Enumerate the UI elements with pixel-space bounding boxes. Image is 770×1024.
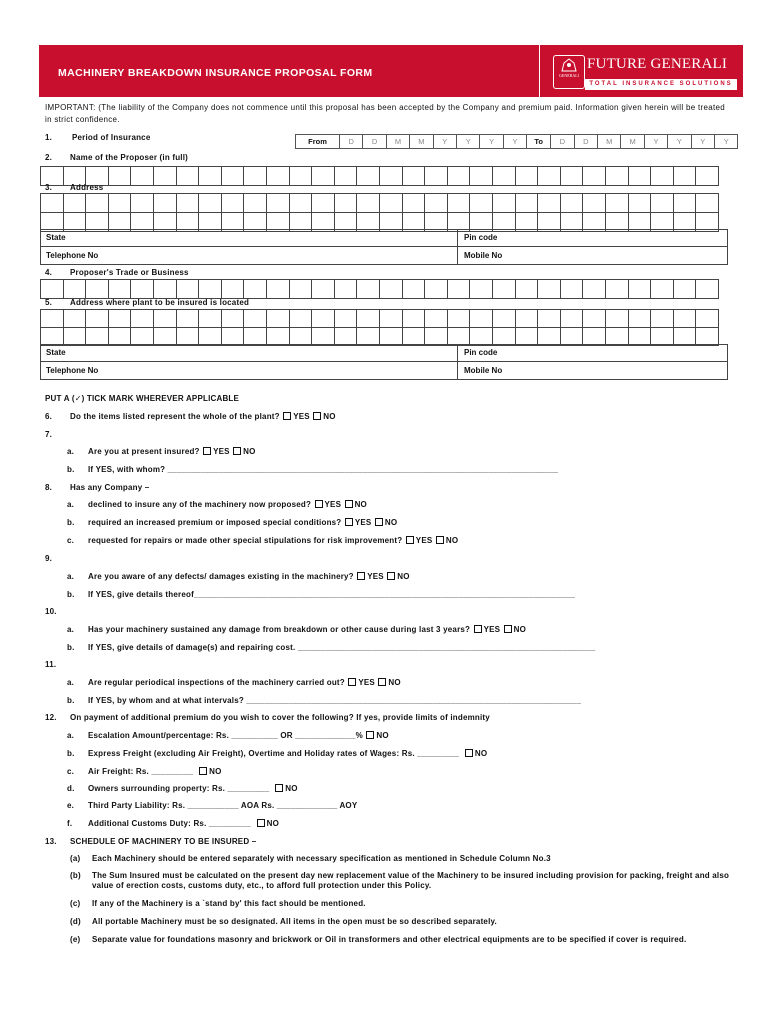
char-cell[interactable] [695, 166, 719, 186]
pin-code-label: Pin code [464, 233, 498, 242]
no-checkbox[interactable] [275, 784, 283, 792]
char-cell[interactable] [176, 279, 200, 299]
char-cell[interactable] [63, 279, 87, 299]
q7a-letter: a. [67, 447, 75, 456]
char-cell[interactable] [334, 166, 358, 186]
char-cell[interactable] [221, 193, 245, 213]
char-cell[interactable] [153, 309, 177, 328]
to-date-cell[interactable]: M [620, 134, 644, 149]
char-cell[interactable] [356, 166, 380, 186]
q13e-text: Separate value for foundations masonry and brickwork or Oil in transformers and other electrical equipments are to be specified if cover is required. [92, 935, 687, 944]
char-cell[interactable] [605, 193, 629, 213]
from-date-cell[interactable]: D [339, 134, 363, 149]
from-label: From [295, 134, 340, 149]
char-cell[interactable] [130, 279, 154, 299]
address-grid[interactable] [40, 193, 718, 231]
char-cell[interactable] [221, 279, 245, 299]
q5-label: Address where plant to be insured is located [70, 298, 250, 307]
q8b-letter: b. [67, 518, 75, 527]
q13-number: 13. [45, 837, 57, 846]
char-cell[interactable] [515, 309, 539, 328]
char-cell[interactable] [356, 193, 380, 213]
from-date-cell[interactable]: M [386, 134, 410, 149]
to-date-cell[interactable]: D [550, 134, 574, 149]
no-checkbox[interactable] [436, 536, 444, 544]
char-cell[interactable] [582, 279, 606, 299]
yes-checkbox[interactable] [283, 412, 291, 420]
no-checkbox[interactable] [345, 500, 353, 508]
q2-number: 2. [45, 153, 53, 162]
char-cell[interactable] [40, 309, 64, 328]
q6-number: 6. [45, 412, 53, 421]
char-cell[interactable] [628, 309, 652, 328]
char-cell[interactable] [650, 309, 674, 328]
q7-number: 7. [45, 430, 53, 439]
char-cell[interactable] [289, 309, 313, 328]
char-cell[interactable] [469, 166, 493, 186]
q1-label: Period of Insurance [72, 133, 151, 142]
q11b-letter: b. [67, 696, 75, 705]
char-cell[interactable] [447, 166, 471, 186]
char-cell[interactable] [469, 279, 493, 299]
char-cell[interactable] [515, 166, 539, 186]
char-cell[interactable] [605, 309, 629, 328]
char-cell[interactable] [356, 309, 380, 328]
from-date-cell[interactable]: Y [456, 134, 480, 149]
char-cell[interactable] [289, 193, 313, 213]
proposer-name-grid[interactable] [40, 166, 718, 185]
q7b-letter: b. [67, 465, 75, 474]
no-checkbox[interactable] [465, 749, 473, 757]
char-cell[interactable] [379, 166, 403, 186]
brand-name: FUTURE GENERALI [587, 56, 728, 72]
char-cell[interactable] [673, 166, 697, 186]
q13d-text: All portable Machinery must be so designated. All items in the open must be so described separately. [92, 917, 497, 926]
tick-instruction: PUT A (✓) TICK MARK WHEREVER APPLICABLE [45, 394, 240, 403]
q12f-item[interactable]: Additional Customs Duty: Rs. _________ NO [88, 819, 280, 828]
char-cell[interactable] [85, 309, 109, 328]
to-date-cell[interactable]: D [574, 134, 598, 149]
q10-number: 10. [45, 607, 57, 616]
char-cell[interactable] [40, 279, 64, 299]
no-checkbox[interactable] [366, 731, 374, 739]
char-cell[interactable] [243, 279, 267, 299]
q12e-letter: e. [67, 801, 75, 810]
char-cell[interactable] [130, 166, 154, 186]
no-checkbox[interactable] [378, 678, 386, 686]
q13a-text: Each Machinery should be entered separately with necessary specification as mentioned in Schedule Column No.3 [92, 854, 551, 863]
char-cell[interactable] [628, 166, 652, 186]
char-cell[interactable] [379, 309, 403, 328]
char-cell[interactable] [311, 309, 335, 328]
q13c-letter: (c) [70, 899, 81, 908]
q13d-letter: (d) [70, 917, 81, 926]
char-cell[interactable] [266, 166, 290, 186]
char-cell[interactable] [176, 309, 200, 328]
char-cell[interactable] [40, 193, 64, 213]
char-cell[interactable] [695, 279, 719, 299]
char-cell[interactable] [628, 279, 652, 299]
char-cell[interactable] [379, 193, 403, 213]
char-cell[interactable] [492, 166, 516, 186]
char-cell[interactable] [85, 193, 109, 213]
yes-checkbox[interactable] [348, 678, 356, 686]
char-cell[interactable] [402, 279, 426, 299]
lion-seal-icon [553, 55, 585, 89]
from-date-cell[interactable]: Y [433, 134, 457, 149]
char-cell[interactable] [176, 193, 200, 213]
q12a-letter: a. [67, 731, 75, 740]
char-cell[interactable] [560, 193, 584, 213]
q12e-item[interactable]: Third Party Liability: Rs. ___________ AOA Rs. _____________ AOY [88, 801, 358, 810]
yes-checkbox[interactable] [315, 500, 323, 508]
to-date-cell[interactable]: Y [667, 134, 691, 149]
char-cell[interactable] [515, 193, 539, 213]
char-cell[interactable] [311, 279, 335, 299]
q10a-letter: a. [67, 625, 75, 634]
char-cell[interactable] [447, 309, 471, 328]
q10b-question[interactable]: If YES, give details of damage(s) and repairing cost. ________________________________________________________________ [88, 643, 596, 652]
char-cell[interactable] [379, 279, 403, 299]
char-cell[interactable] [266, 279, 290, 299]
q13b-letter: (b) [70, 871, 81, 880]
char-cell[interactable] [176, 166, 200, 186]
char-cell[interactable] [424, 193, 448, 213]
char-cell[interactable] [198, 309, 222, 328]
char-cell[interactable] [243, 193, 267, 213]
q12-number: 12. [45, 713, 57, 722]
char-cell[interactable] [198, 279, 222, 299]
q13-label: SCHEDULE OF MACHINERY TO BE INSURED – [70, 837, 257, 846]
char-cell[interactable] [582, 166, 606, 186]
char-cell[interactable] [266, 309, 290, 328]
form-title: MACHINERY BREAKDOWN INSURANCE PROPOSAL FORM [58, 67, 373, 79]
no-checkbox[interactable] [375, 518, 383, 526]
plant-pin-label: Pin code [464, 348, 498, 357]
to-date-cell[interactable]: Y [691, 134, 715, 149]
char-cell[interactable] [153, 166, 177, 186]
q9b-question[interactable]: If YES, give details thereof__________________________________________________________________________________ [88, 590, 576, 599]
char-cell[interactable] [266, 193, 290, 213]
char-cell[interactable] [221, 309, 245, 328]
char-cell[interactable] [537, 166, 561, 186]
q8c-question: requested for repairs or made other special stipulations for risk improvement? YES NO [88, 536, 459, 545]
char-cell[interactable] [289, 166, 313, 186]
char-cell[interactable] [153, 279, 177, 299]
q12d-letter: d. [67, 784, 75, 793]
char-cell[interactable] [311, 193, 335, 213]
char-cell[interactable] [221, 166, 245, 186]
to-label: To [526, 134, 551, 149]
mobile-label: Mobile No [464, 251, 503, 260]
q12c-item[interactable]: Air Freight: Rs. _________ NO [88, 767, 222, 776]
q11b-question[interactable]: If YES, by whom and at what intervals? ________________________________________________________________________ [88, 696, 582, 705]
char-cell[interactable] [108, 193, 132, 213]
char-cell[interactable] [85, 279, 109, 299]
q10a-question: Has your machinery sustained any damage from breakdown or other cause during last 3 years? YES NO [88, 625, 527, 634]
char-cell[interactable] [447, 193, 471, 213]
no-checkbox[interactable] [199, 767, 207, 775]
char-cell[interactable] [515, 279, 539, 299]
q12a-item[interactable]: Escalation Amount/percentage: Rs. __________ OR _____________% NO [88, 731, 389, 740]
char-cell[interactable] [243, 166, 267, 186]
q8a-question: declined to insure any of the machinery now proposed? YES NO [88, 500, 367, 509]
char-cell[interactable] [108, 279, 132, 299]
plant-state-label: State [46, 348, 66, 357]
q10b-letter: b. [67, 643, 75, 652]
state-row[interactable] [40, 229, 728, 247]
q4-label: Proposer's Trade or Business [70, 268, 189, 277]
q3-number: 3. [45, 183, 53, 192]
q7a-question: Are you at present insured? YES NO [88, 447, 256, 456]
char-cell[interactable] [673, 193, 697, 213]
telephone-label: Telephone No [46, 251, 99, 260]
q12c-letter: c. [67, 767, 75, 776]
char-cell[interactable] [560, 309, 584, 328]
char-cell[interactable] [424, 309, 448, 328]
q9-number: 9. [45, 554, 53, 563]
char-cell[interactable] [334, 193, 358, 213]
char-cell[interactable] [356, 279, 380, 299]
char-cell[interactable] [650, 166, 674, 186]
q2-label: Name of the Proposer (in full) [70, 153, 189, 162]
plant-address-grid[interactable] [40, 309, 718, 345]
char-cell[interactable] [560, 279, 584, 299]
no-checkbox[interactable] [313, 412, 321, 420]
q8b-question: required an increased premium or imposed special conditions? YES NO [88, 518, 398, 527]
no-checkbox[interactable] [257, 819, 265, 827]
char-cell[interactable] [289, 279, 313, 299]
char-cell[interactable] [673, 309, 697, 328]
yes-checkbox[interactable] [474, 625, 482, 633]
q9a-letter: a. [67, 572, 75, 581]
char-cell[interactable] [492, 193, 516, 213]
q8-number: 8. [45, 483, 53, 492]
yes-checkbox[interactable] [345, 518, 353, 526]
q8a-letter: a. [67, 500, 75, 509]
char-cell[interactable] [402, 309, 426, 328]
char-cell[interactable] [153, 193, 177, 213]
telephone-row[interactable] [40, 247, 728, 265]
q12f-letter: f. [67, 819, 73, 828]
char-cell[interactable] [695, 309, 719, 328]
char-cell[interactable] [63, 193, 87, 213]
char-cell[interactable] [63, 309, 87, 328]
char-cell[interactable] [334, 309, 358, 328]
yes-checkbox[interactable] [357, 572, 365, 580]
plant-telephone-label: Telephone No [46, 366, 99, 375]
q13c-text: If any of the Machinery is a `stand by' this fact should be mentioned. [92, 899, 366, 908]
q4-number: 4. [45, 268, 53, 277]
q9b-letter: b. [67, 590, 75, 599]
q1-number: 1. [45, 133, 53, 142]
to-date-cell[interactable]: Y [644, 134, 668, 149]
char-cell[interactable] [582, 193, 606, 213]
q7b-question[interactable]: If YES, with whom? ____________________________________________________________________________________ [88, 465, 559, 474]
char-cell[interactable] [695, 193, 719, 213]
plant-telephone-row[interactable] [40, 362, 728, 380]
char-cell[interactable] [130, 193, 154, 213]
to-date-cell[interactable]: Y [714, 134, 738, 149]
q13b-text: The Sum Insured must be calculated on the present day new replacement value of the Machinery to be insured including provision for packing, freight and also value of erection costs, customs duty, etc., to afford full protection under this Policy. [92, 871, 730, 890]
to-date-cell[interactable]: M [597, 134, 621, 149]
no-checkbox[interactable] [504, 625, 512, 633]
char-cell[interactable] [469, 309, 493, 328]
char-cell[interactable] [650, 279, 674, 299]
plant-state-row[interactable] [40, 344, 728, 362]
q3-label: Address [70, 183, 104, 192]
from-date-cell[interactable]: Y [479, 134, 503, 149]
char-cell[interactable] [130, 309, 154, 328]
char-cell[interactable] [108, 166, 132, 186]
char-cell[interactable] [650, 193, 674, 213]
yes-checkbox[interactable] [203, 447, 211, 455]
q12-label: On payment of additional premium do you wish to cover the following? If yes, provide limits of indemnity [70, 713, 490, 722]
plant-mobile-label: Mobile No [464, 366, 503, 375]
char-cell[interactable] [198, 193, 222, 213]
state-label: State [46, 233, 66, 242]
q13a-letter: (a) [70, 854, 81, 863]
from-date-cell[interactable]: M [409, 134, 433, 149]
char-cell[interactable] [108, 309, 132, 328]
from-date-cell[interactable]: Y [503, 134, 527, 149]
q13e-letter: (e) [70, 935, 81, 944]
char-cell[interactable] [673, 279, 697, 299]
char-cell[interactable] [560, 166, 584, 186]
yes-checkbox[interactable] [406, 536, 414, 544]
from-date-cell[interactable]: D [362, 134, 386, 149]
q8c-letter: c. [67, 536, 75, 545]
important-note: IMPORTANT: (The liability of the Company does not commence until this proposal has been accepted by the Company and premium paid. Information given herein will be treated in strict confidence. [45, 103, 725, 124]
char-cell[interactable] [311, 166, 335, 186]
char-cell[interactable] [243, 309, 267, 328]
char-cell[interactable] [628, 193, 652, 213]
char-cell[interactable] [334, 279, 358, 299]
char-cell[interactable] [424, 279, 448, 299]
q11a-letter: a. [67, 678, 75, 687]
brand-tagline: TOTAL INSURANCE SOLUTIONS [585, 79, 737, 90]
char-cell[interactable] [605, 279, 629, 299]
q12b-item[interactable]: Express Freight (excluding Air Freight), Overtime and Holiday rates of Wages: Rs. _________ NO [88, 749, 488, 758]
q9a-question: Are you aware of any defects/ damages existing in the machinery? YES NO [88, 572, 410, 581]
char-cell[interactable] [537, 309, 561, 328]
q6-question: Do the items listed represent the whole of the plant? YES NO [70, 412, 336, 421]
char-cell[interactable] [605, 166, 629, 186]
char-cell[interactable] [492, 309, 516, 328]
no-checkbox[interactable] [387, 572, 395, 580]
q12b-letter: b. [67, 749, 75, 758]
char-cell[interactable] [537, 193, 561, 213]
seal-text: GENERALI [559, 73, 579, 78]
char-cell[interactable] [198, 166, 222, 186]
char-cell[interactable] [402, 166, 426, 186]
char-cell[interactable] [447, 279, 471, 299]
q11-number: 11. [45, 660, 57, 669]
char-cell[interactable] [582, 309, 606, 328]
no-checkbox[interactable] [233, 447, 241, 455]
char-cell[interactable] [424, 166, 448, 186]
q5-number: 5. [45, 298, 53, 307]
q8-label: Has any Company – [70, 483, 150, 492]
q12d-item[interactable]: Owners surrounding property: Rs. _________ NO [88, 784, 298, 793]
char-cell[interactable] [469, 193, 493, 213]
trade-grid[interactable] [40, 279, 718, 298]
q11a-question: Are regular periodical inspections of the machinery carried out? YES NO [88, 678, 401, 687]
char-cell[interactable] [402, 193, 426, 213]
char-cell[interactable] [492, 279, 516, 299]
char-cell[interactable] [537, 279, 561, 299]
